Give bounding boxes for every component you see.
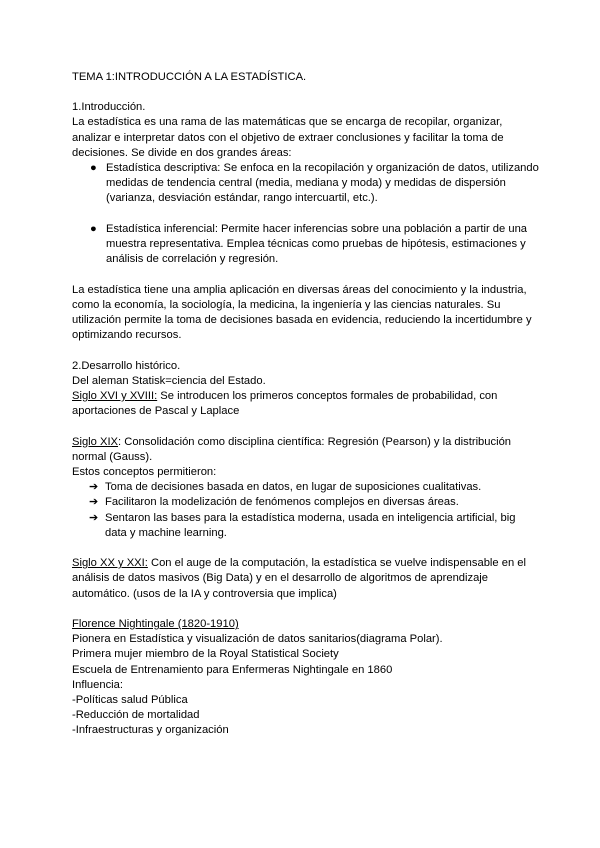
bullet-marker: ● [90,162,97,175]
nightingale-line: Influencia: [72,678,123,691]
arrow-right-icon: ➔ [89,511,99,524]
etymology-text: Del aleman Statisk=ciencia del Estado. [72,374,266,387]
areas-list [72,161,540,267]
list-item-text: Estadística inferencial: Permite hacer inferencias sobre una población a partir de una muestra representativa. Emplea técnicas como pruebas de hipótesis, estimaciones y análisis de correlación y regresión. [106,222,528,266]
list-item-text: Sentaron las bases para la estadística moderna, usada en inteligencia artificial, big data y machine learning. [105,511,516,539]
century-label: Siglo XX y XXI: [72,557,148,570]
arrow-right-icon: ➔ [89,481,99,494]
section-2-heading: 2.Desarrollo histórico. [72,359,181,372]
nightingale-line: -Reducción de mortalidad [72,709,200,722]
list-item-text: Estadística descriptiva: Se enfoca en la recopilación y organización de datos, utilizando medidas de tendencia central (media, mediana y moda) y medidas de dispersión (varianza, desviación estándar, rango intercuartil, etc.). [106,162,539,205]
consequences-list [72,480,540,541]
list-item [89,495,540,510]
paragraph-siglo-xx [72,556,540,602]
section-1-closing: La estadística tiene una amplia aplicación en diversas áreas del conocimiento y la industria, como la economía, la sociología, la medicina, la ingeniería y las ciencias naturales. Su utilización permite la toma de decisiones basada en evidencia, reduciendo la incertidumbre y optimizando recursos. [72,283,532,342]
list-lead-text: Estos conceptos permitieron: [72,466,217,479]
paragraph-siglo-xix [72,435,540,465]
nightingale-line: Primera mujer miembro de la Royal Statistical Society [72,648,339,661]
century-label: Siglo XIX [72,435,119,448]
list-item [90,161,540,207]
paragraph-siglo-xvi [72,389,540,419]
list-item [89,511,540,541]
list-item-text: Facilitaron la modelización de fenómenos complejos en diversas áreas. [105,496,459,509]
nightingale-line: -Infraestructuras y organización [72,724,229,737]
document-title: TEMA 1:INTRODUCCIÓN A LA ESTADÍSTICA. [72,71,307,83]
section-1-intro: La estadística es una rama de las matemáticas que se encarga de recopilar, organizar, analizar e interpretar datos con el objetivo de extraer conclusiones y facilitar la toma de decisiones. Se divide en dos grandes áreas: [72,116,504,159]
arrow-right-icon: ➔ [89,496,99,509]
section-1-heading: 1.Introducción. [72,101,146,114]
nightingale-line: Pionera en Estadística y visualización de datos sanitarios(diagrama Polar). [72,633,443,646]
bullet-marker: ● [90,222,97,235]
century-label: Siglo XVI y XVIII: [72,390,158,403]
nightingale-heading: Florence Nightingale (1820-1910) [72,618,239,631]
list-item-text: Toma de decisiones basada en datos, en lugar de suposiciones cualitativas. [105,481,482,494]
list-item [90,222,540,268]
paragraph-text: Con el auge de la computación, la estadística se vuelve indispensable en el análisis de datos masivos (Big Data) y en el desarrollo de algoritmos de aprendizaje automático. (usos de la IA y controversia que implica) [72,557,527,600]
nightingale-line: Escuela de Entrenamiento para Enfermeras Nightingale en 1860 [72,663,393,676]
paragraph-text: : Consolidación como disciplina científica: Regresión (Pearson) y la distribución normal (Gauss). [72,435,512,463]
nightingale-line: -Políticas salud Pública [72,694,188,707]
paragraph-text: Se introducen los primeros conceptos formales de probabilidad, con aportaciones de Pascal y Laplace [72,390,498,418]
list-item [89,480,540,495]
